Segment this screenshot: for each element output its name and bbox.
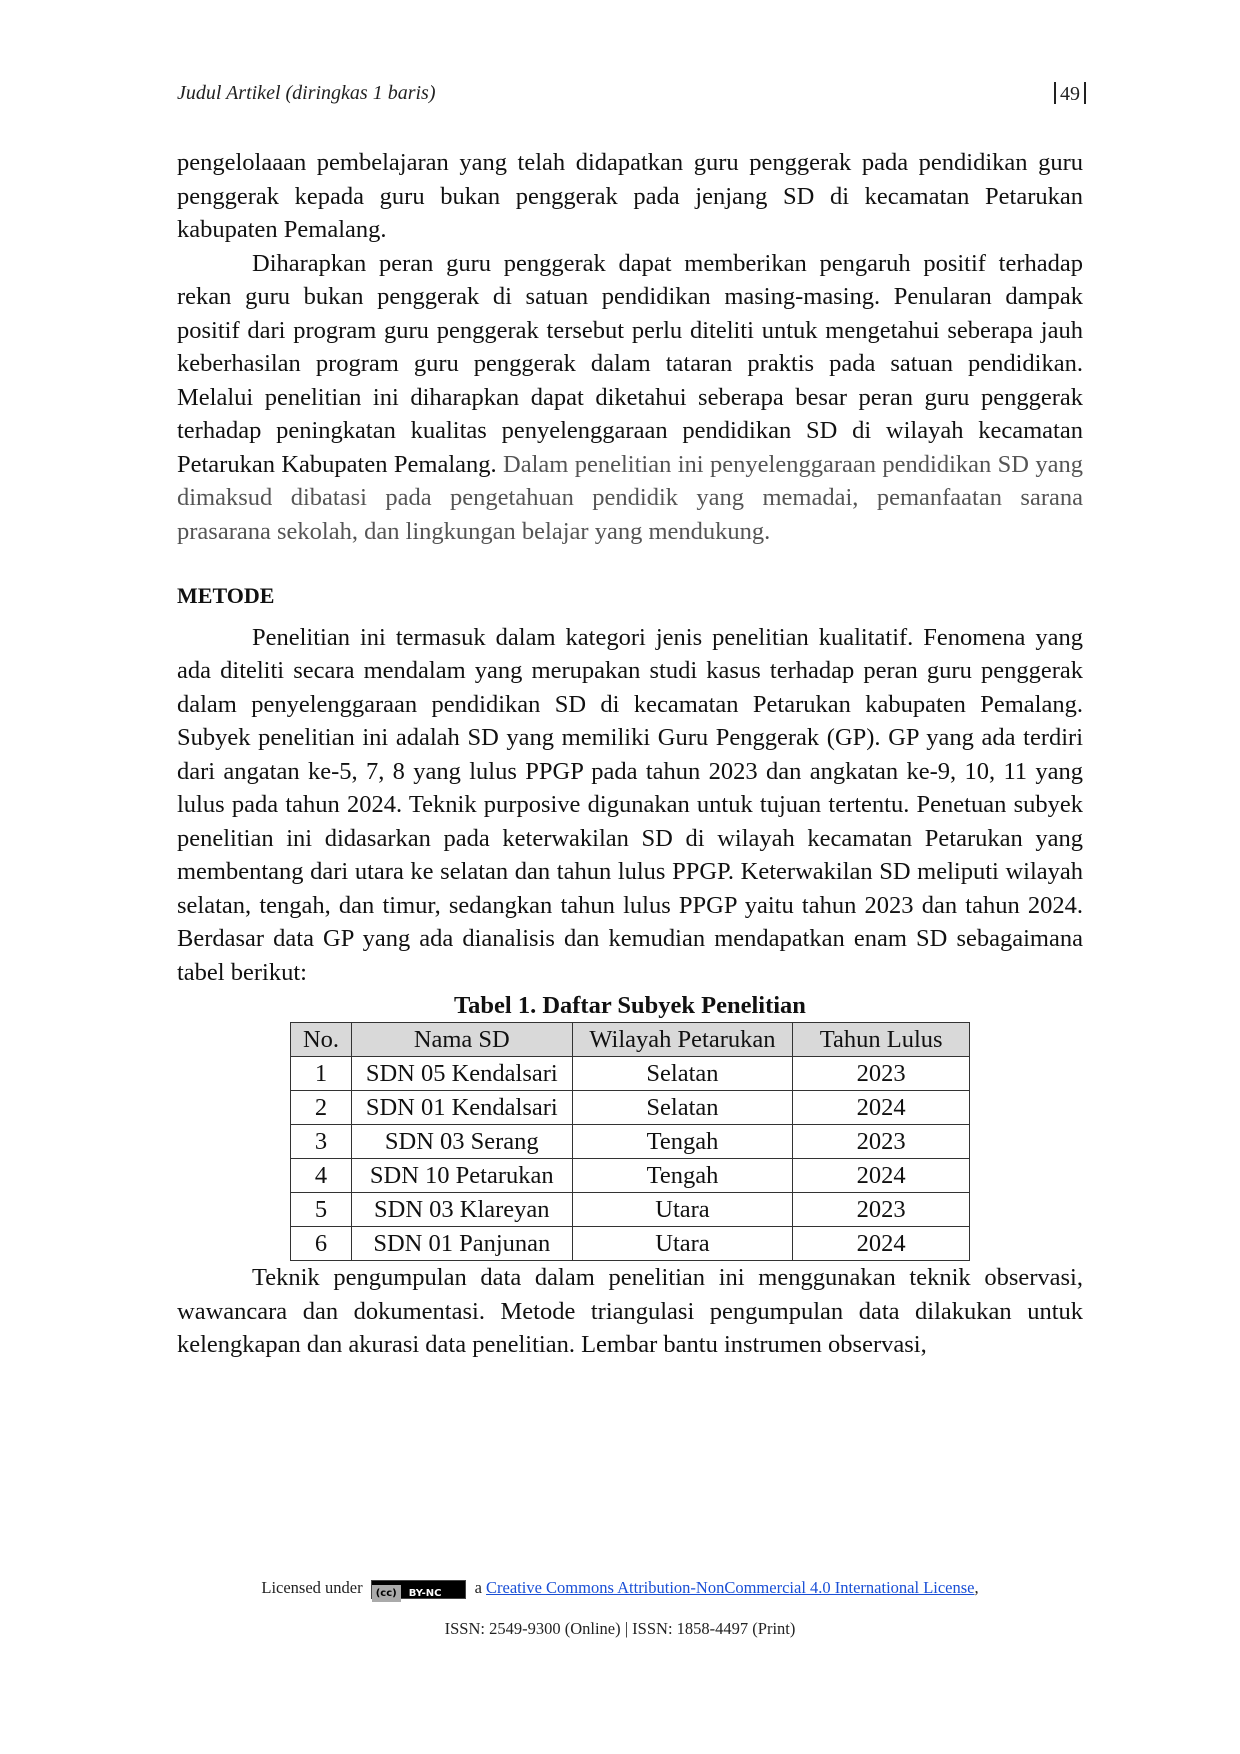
paragraph: Teknik pengumpulan data dalam penelitian ini menggunakan teknik observasi, wawancara dan dokumentasi. Metode triangulasi pengumpulan data dilakukan untuk kelengkapan dan akurasi data penelitian. Lembar bantu instrumen observasi, [177,1264,1083,1358]
table-cell: 3 [291,1125,352,1159]
paragraph: Penelitian ini termasuk dalam kategori jenis penelitian kualitatif. Fenomena yang ada diteliti secara mendalam yang merupakan studi kasus terhadap peran guru penggerak dalam penyelenggaraan pendidikan SD di kecamatan Petarukan kabupaten Pemalang. Subyek penelitian ini adalah SD yang memiliki Guru Penggerak (GP). GP yang ada terdiri dari angatan ke-5, 7, 8 yang lulus PPGP pada tahun 2023 dan angkatan ke-9, 10, 11 yang lulus pada tahun 2024. Teknik purposive digunakan untuk tujuan tertentu. Penetuan subyek penelitian ini didasarkan pada keterwakilan SD di wilayah kecamatan Petarukan yang membentang dari utara ke selatan dan tahun lulus PPGP. Keterwakilan SD meliputi wilayah selatan, tengah, dan timur, sedangkan tahun lulus PPGP yaitu tahun 2023 dan tahun 2024. Berdasar data GP yang ada dianalisis dan kemudian mendapatkan enam SD sebagaimana tabel berikut: [177,623,1083,986]
table-cell: 1 [291,1057,352,1091]
cc-by-nc-badge-icon[interactable] [371,1580,467,1599]
license-line [0,1578,1240,1599]
license-comma: , [974,1578,979,1597]
paragraph [177,247,1083,549]
divider-bar [1054,82,1056,104]
table-row [291,1159,970,1193]
paragraph-text: Diharapkan peran guru penggerak dapat memberikan pengaruh positif terhadap rekan guru bukan penggerak di satuan pendidikan masing-masing. Penularan dampak positif dari program guru penggerak tersebut perlu diteliti untuk mengetahui seberapa jauh keberhasilan program guru penggerak dalam tataran praktis pada satuan pendidikan. Melalui penelitian ini diharapkan dapat diketahui seberapa besar peran guru penggerak terhadap peningkatan kualitas penyelenggaraan pendidikan SD di wilayah kecamatan Petarukan Kabupaten Pemalang. [177,249,1083,478]
section-heading: METODE [177,583,275,608]
article-body [177,146,1083,1362]
table-cell: Utara [572,1193,793,1227]
table-header-row [291,1023,970,1057]
header-cell: Wilayah Petarukan [572,1023,793,1057]
table-cell: 2 [291,1091,352,1125]
table-row [291,1091,970,1125]
cc-badge-symbol: (cc) [372,1585,401,1602]
page-number: 49 [1060,83,1080,105]
licensed-under-label: Licensed under [261,1578,363,1597]
table-caption: Tabel 1. Daftar Subyek Penelitian [454,992,806,1019]
license-article: a [474,1578,482,1597]
paragraph: pengelolaaan pembelajaran yang telah didapatkan guru penggerak pada pendidikan guru penggerak kepada guru bukan penggerak pada jenjang SD di kecamatan Petarukan kabupaten Pemalang. [177,149,1083,243]
header-cell: No. [291,1023,352,1057]
table-cell: Utara [572,1227,793,1261]
table-cell: SDN 01 Panjunan [351,1227,572,1261]
header-cell: Nama SD [351,1023,572,1057]
table-cell: Selatan [572,1057,793,1091]
table-cell: 2024 [793,1227,970,1261]
table-cell: SDN 03 Klareyan [351,1193,572,1227]
table-cell: SDN 05 Kendalsari [351,1057,572,1091]
table-cell: 2024 [793,1091,970,1125]
cc-badge-label: BY-NC [408,1588,442,1599]
header-cell: Tahun Lulus [793,1023,970,1057]
table-row [291,1227,970,1261]
table-row [291,1193,970,1227]
table-cell: Selatan [572,1091,793,1125]
table-cell: SDN 10 Petarukan [351,1159,572,1193]
running-title: Judul Artikel (diringkas 1 baris) [177,82,436,104]
paragraph-text-tail: Dalam penelitian ini penyelenggaraan pendidikan SD yang dimaksud dibatasi pada pengetahuan pendidik yang memadai, pemanfaatan sarana prasarana sekolah, dan lingkungan belajar yang mendukung. [177,450,1083,545]
page-number-box [1050,82,1090,106]
table-cell: 6 [291,1227,352,1261]
table-cell: Tengah [572,1159,793,1193]
table-cell: 4 [291,1159,352,1193]
table-cell: 5 [291,1193,352,1227]
table-cell: SDN 01 Kendalsari [351,1091,572,1125]
table-cell: 2023 [793,1193,970,1227]
subjects-table [290,1022,970,1261]
table-row [291,1057,970,1091]
table-cell: 2024 [793,1159,970,1193]
divider-bar [1084,82,1086,104]
table-cell: Tengah [572,1125,793,1159]
table-cell: 2023 [793,1125,970,1159]
table-row [291,1125,970,1159]
issn-line: ISSN: 2549-9300 (Online) | ISSN: 1858-4497 (Print) [444,1619,796,1638]
table-cell: 2023 [793,1057,970,1091]
table-cell: SDN 03 Serang [351,1125,572,1159]
license-link[interactable]: Creative Commons Attribution-NonCommercial 4.0 International License [486,1578,975,1597]
